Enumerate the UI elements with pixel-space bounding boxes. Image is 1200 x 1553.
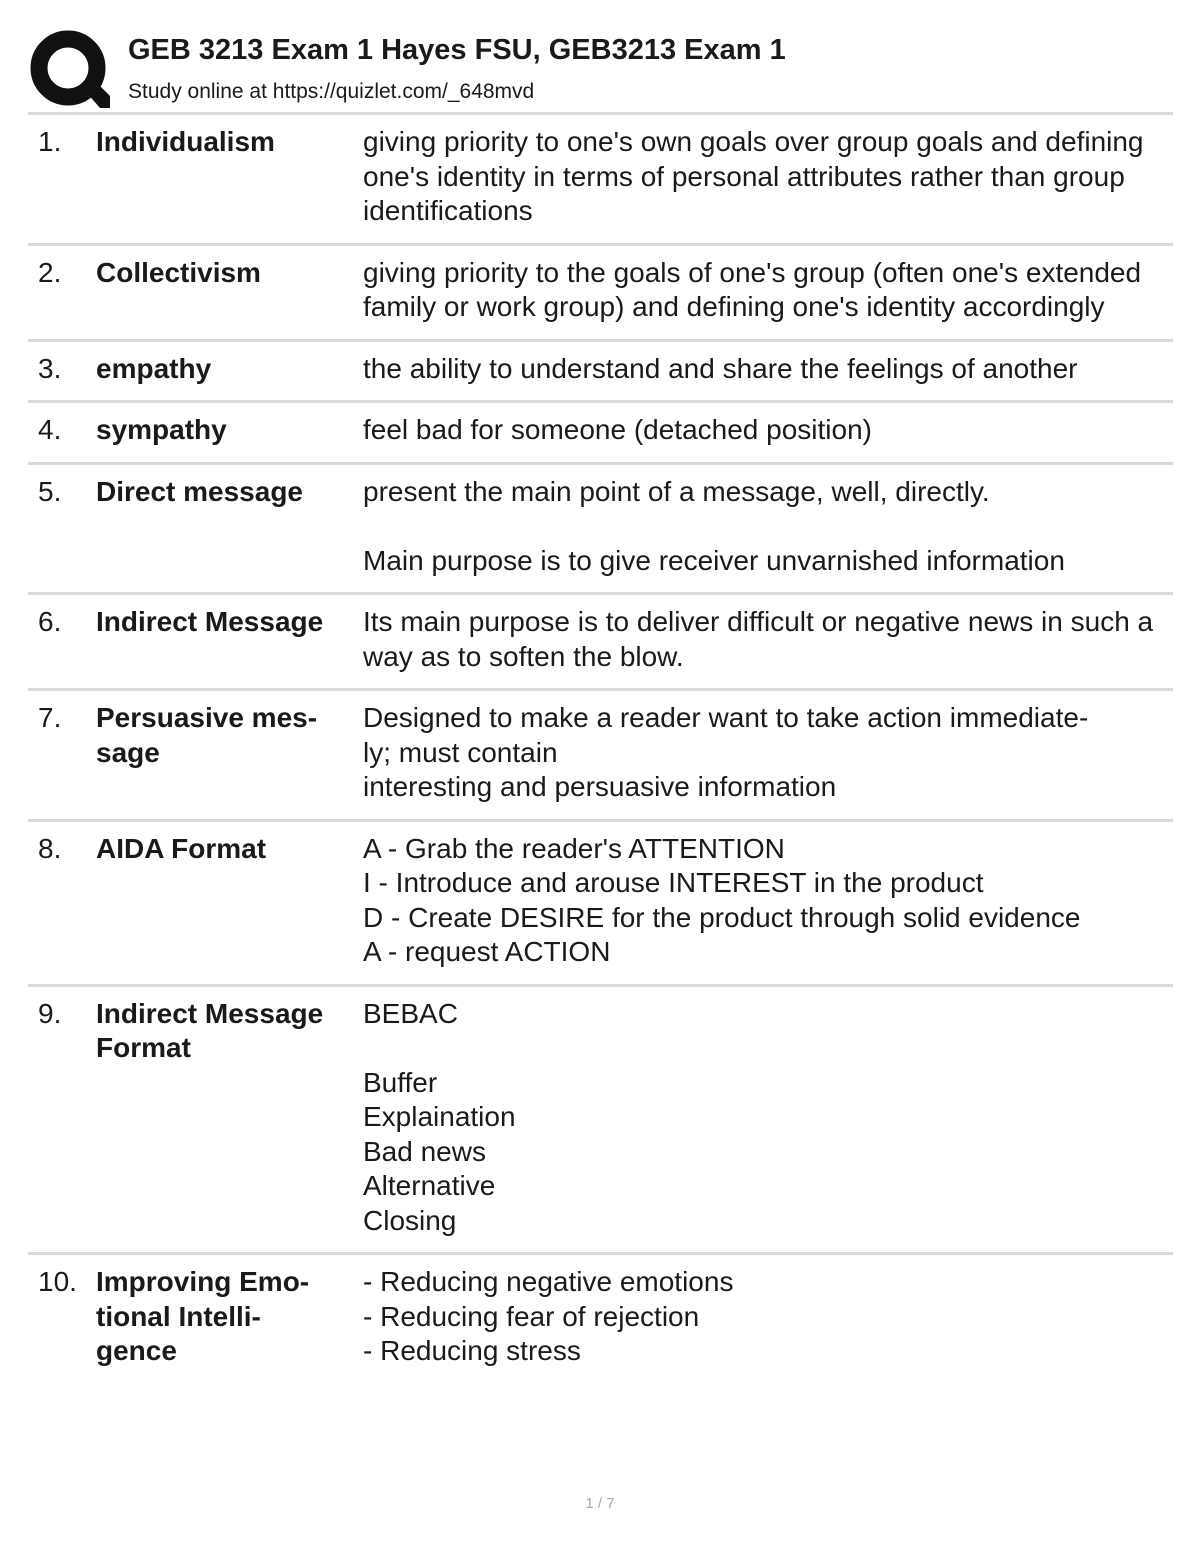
card-definition: the ability to understand and share the feelings of another	[363, 352, 1078, 384]
flashcard-list	[28, 115, 1173, 1383]
card-number: 2.	[38, 256, 62, 288]
card-number: 5.	[38, 475, 62, 507]
card-term: sympathy	[96, 414, 227, 445]
card-definition: giving priority to one's own goals over group goals and defining one's identity in terms of personal attributes rather than group identifications	[363, 126, 1144, 226]
flashcard-row	[28, 595, 1173, 691]
card-definition: - Reducing negative emotions - Reducing fear of rejection - Reducing stress	[363, 1266, 734, 1366]
flashcard-row	[28, 691, 1173, 822]
flashcard-row	[28, 465, 1173, 596]
card-term: Collectivism	[96, 256, 261, 288]
card-term: Persuasive mes- sage	[96, 702, 318, 768]
card-definition: giving priority to the goals of one's group (often one's extended family or work group) and defining one's identity accordingly	[363, 256, 1142, 322]
card-number: 6.	[38, 606, 62, 637]
page-title: GEB 3213 Exam 1 Hayes FSU, GEB3213 Exam 1	[128, 34, 786, 66]
card-definition: present the main point of a message, well, directly. Main purpose is to give receiver unvarnished information	[363, 475, 1065, 576]
card-number: 4.	[38, 414, 62, 445]
card-definition: Its main purpose is to deliver difficult or negative news in such a way as to soften the blow.	[363, 606, 1154, 672]
flashcard-row	[28, 246, 1173, 342]
flashcard-row	[28, 403, 1173, 465]
flashcard-row	[28, 822, 1173, 987]
study-online-link[interactable]: Study online at https://quizlet.com/_648mvd	[128, 80, 535, 103]
card-number: 7.	[38, 702, 62, 733]
card-term: Improving Emo- tional Intelli- gence	[96, 1266, 310, 1366]
page-number: 1 / 7	[585, 1495, 615, 1512]
card-number: 1.	[38, 126, 62, 157]
flashcard-row	[28, 115, 1173, 246]
card-number: 9.	[38, 997, 62, 1029]
card-term: Indirect Message Format	[96, 997, 324, 1063]
flashcard-row	[28, 987, 1173, 1256]
card-number: 3.	[38, 352, 62, 384]
card-definition: BEBAC Buffer Explaination Bad news Alternative Closing	[363, 997, 516, 1236]
flashcard-row	[28, 342, 1173, 404]
card-number: 8.	[38, 832, 62, 864]
card-term: empathy	[96, 352, 212, 384]
card-definition: A - Grab the reader's ATTENTION I - Introduce and arouse INTEREST in the product D - Create DESIRE for the product through solid evidence A - request ACTION	[363, 832, 1081, 967]
card-definition: Designed to make a reader want to take action immediate- ly; must contain interesting and persuasive information	[363, 702, 1089, 802]
page-header	[28, 28, 1173, 113]
flashcard-row	[28, 1255, 1173, 1383]
quizlet-q-logo-icon	[30, 30, 110, 110]
card-term: Individualism	[96, 126, 275, 157]
card-definition: feel bad for someone (detached position)	[363, 414, 872, 445]
card-term: Direct message	[96, 475, 304, 507]
card-term: Indirect Message	[96, 606, 324, 637]
card-number: 10.	[38, 1266, 77, 1297]
card-term: AIDA Format	[96, 832, 267, 864]
